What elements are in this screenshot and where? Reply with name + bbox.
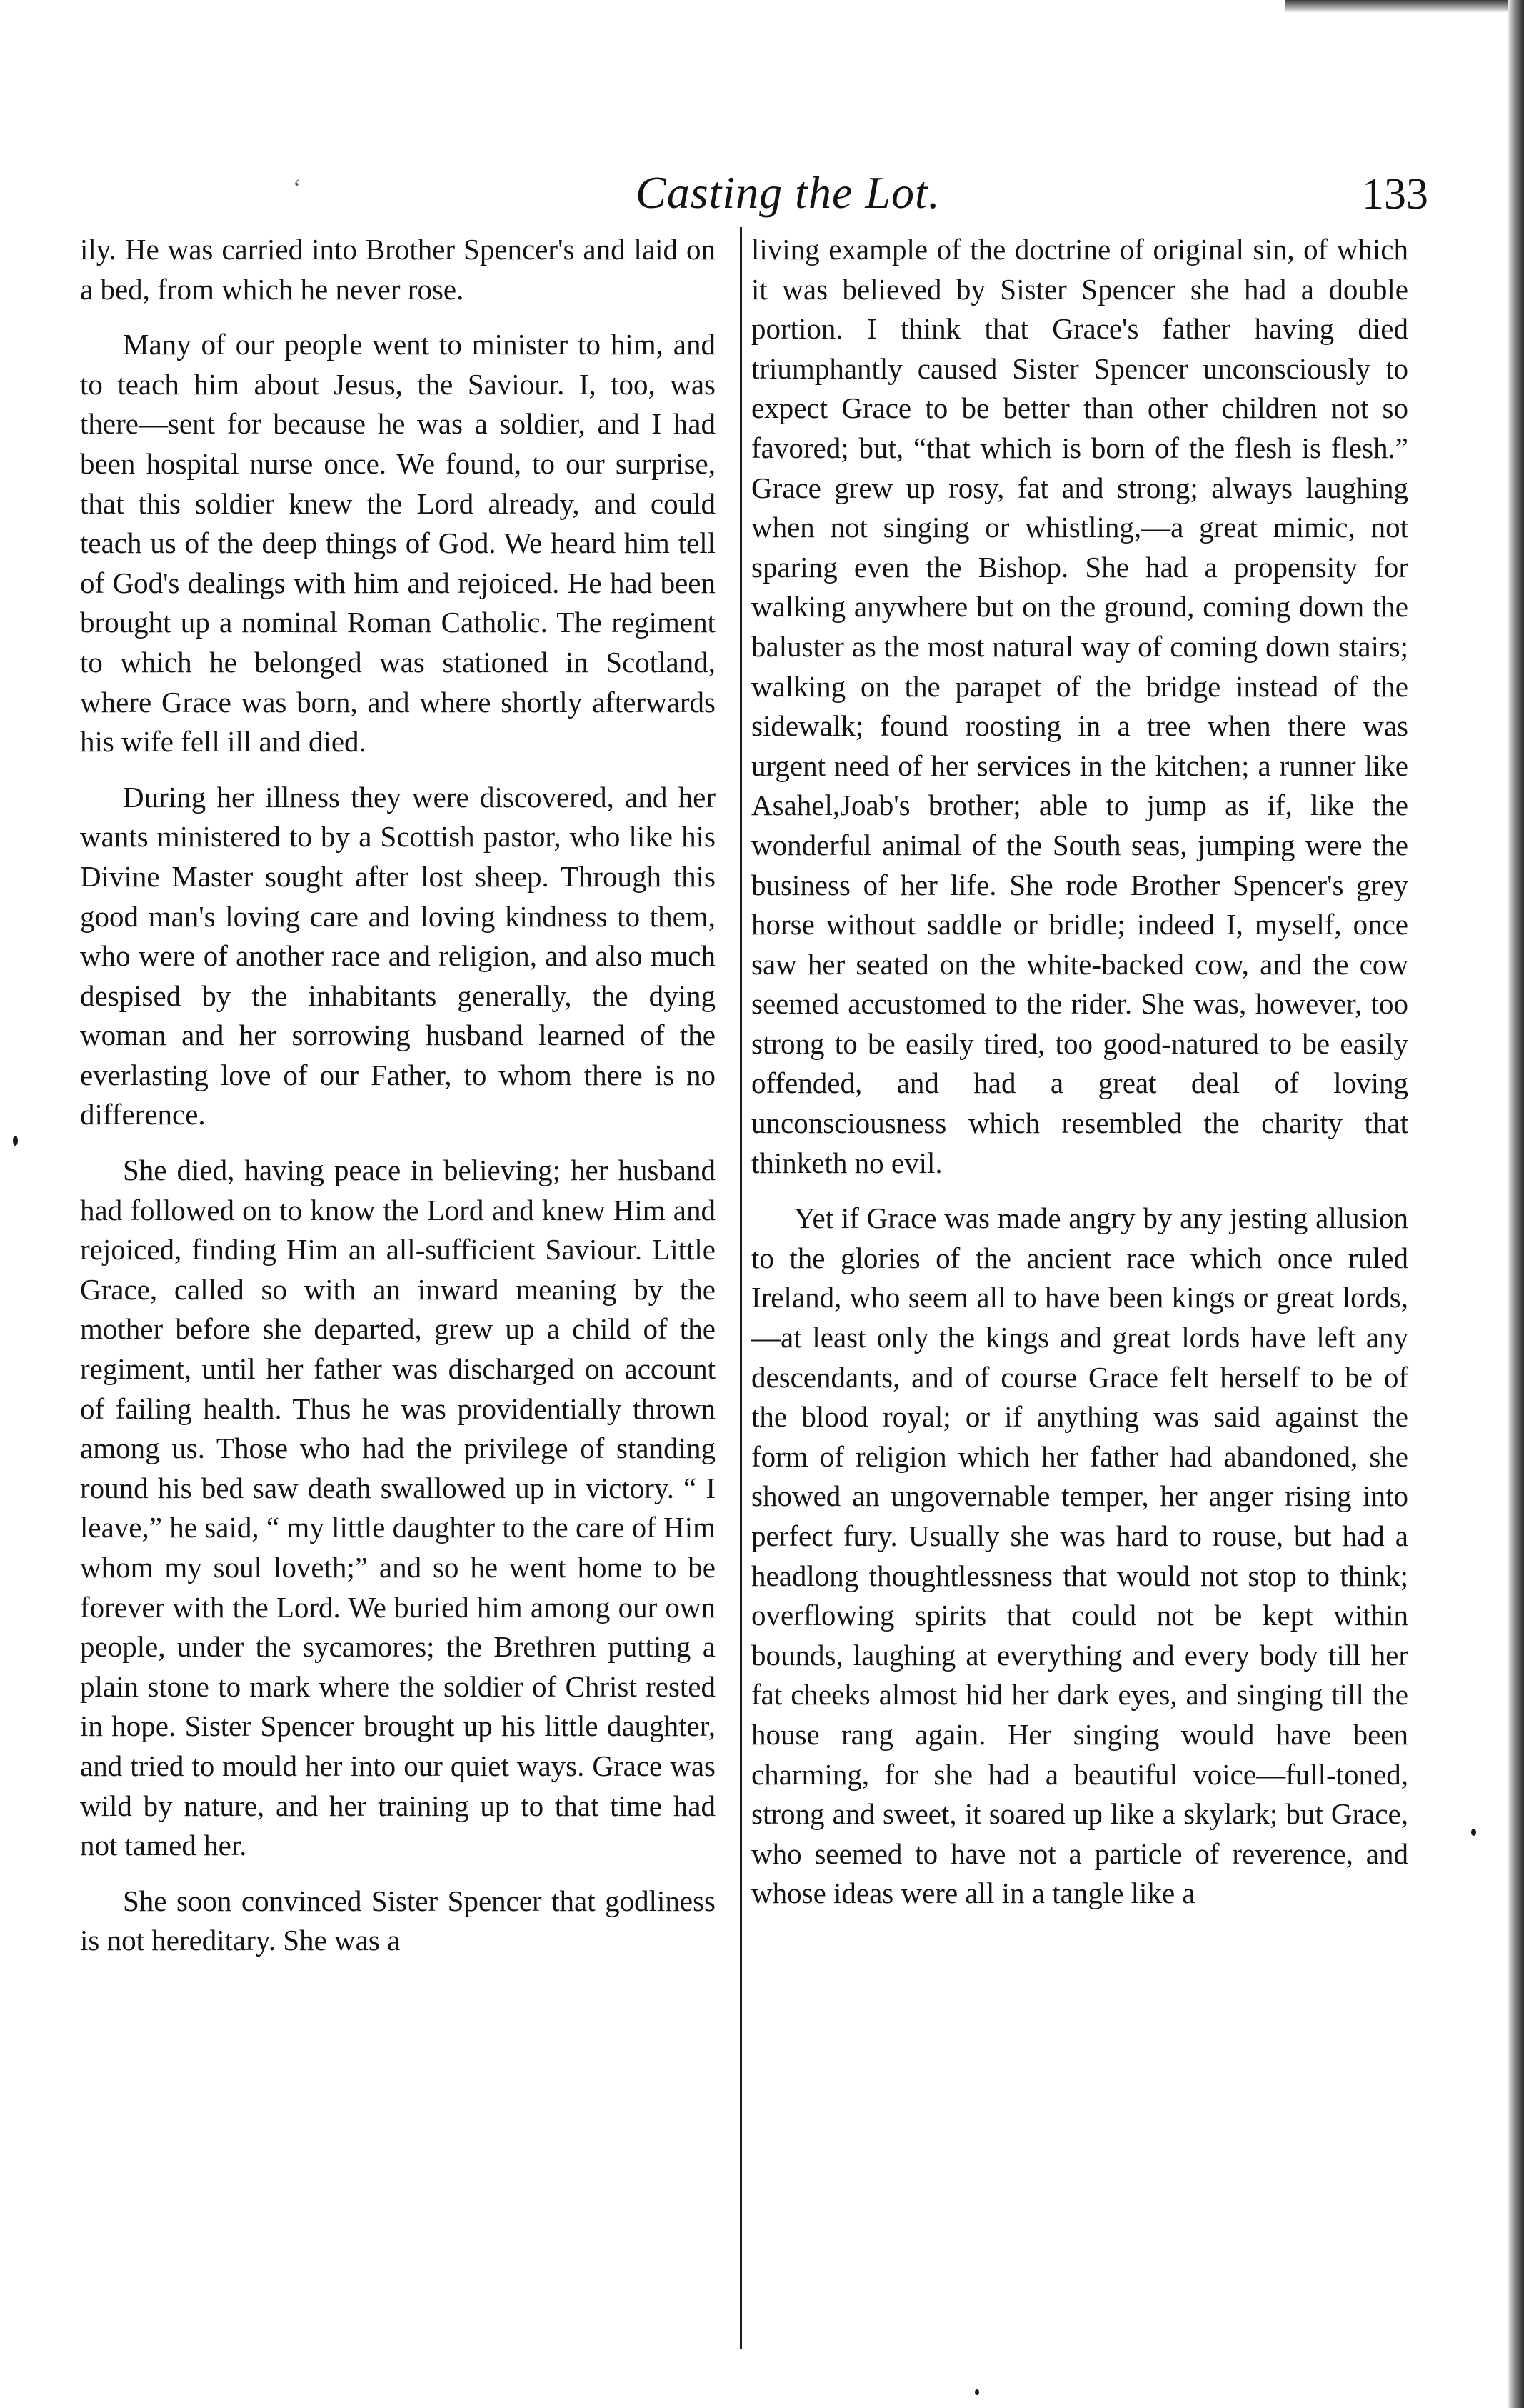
paragraph: ily. He was carried into Brother Spencer's and laid on a bed, from which he never rose. — [80, 233, 716, 306]
paragraph: Many of our people went to minister to him, and to teach him about Jesus, the Saviour. I, too, was there—sent for because he was a soldier, and I had been hospital nurse once. We found, to our surprise, that this soldier knew the Lord already, and could teach us of the deep things of God. We heard him tell of God's dealings with him and rejoiced. He had been brought up a nominal Roman Catholic. The regiment to which he belonged was stationed in Scotland, where Grace was born, and where shortly afterwards his wife fell ill and died. — [80, 328, 716, 759]
column-divider — [740, 227, 742, 2349]
page-right-edge-shadow — [1508, 0, 1524, 2408]
page-top-edge-shadow — [1285, 0, 1524, 13]
page-header — [79, 154, 1435, 225]
paragraph: She soon convinced Sister Spencer that godliness is not hereditary. She was a — [80, 1884, 716, 1957]
header-mark: ‘ — [293, 175, 301, 201]
ink-speck — [975, 2389, 979, 2395]
left-column — [80, 230, 716, 1961]
ink-speck — [13, 1136, 18, 1146]
right-column — [751, 230, 1408, 1914]
paragraph: She died, having peace in believing; her husband had followed on to know the Lord and knew Him and rejoiced, finding Him an all-sufficient Saviour. Little Grace, called so with an inward meaning by the mother before she departed, grew up a child of the regiment, until her father was discharged on account of failing health. Thus he was providentially thrown among us. Those who had the privilege of standing round his bed saw death swallowed up in victory. “ I leave,” he said, “ my little daughter to the care of Him whom my soul loveth;” and so he went home to be forever with the Lord. We buried him among our own people, under the sycamores; the Brethren putting a plain stone to mark where the soldier of Christ rested in hope. Sister Spencer brought up his little daughter, and tried to mould her into our quiet ways. Grace was wild by nature, and her training up to that time had not tamed her. — [80, 1154, 716, 1862]
running-title: Casting the Lot. — [636, 167, 941, 218]
ink-speck — [1471, 1829, 1476, 1836]
paragraph: Yet if Grace was made angry by any jesting allusion to the glories of the ancient race which once ruled Ireland, who seem all to have been kings or great lords,—at least only the kings and great lords have left any descendants, and of course Grace felt herself to be of the blood royal; or if anything was said against the form of religion which her father had abandoned, she showed an ungovernable temper, her anger rising into perfect fury. Usually she was hard to rouse, but had a headlong thoughtlessness that would not stop to think; overflowing spirits that could not be kept within bounds, laughing at everything and every body till her fat cheeks almost hid her dark eyes, and singing till the house rang again. Her singing would have been charming, for she had a beautiful voice—full-toned, strong and sweet, it soared up like a skylark; but Grace, who seemed to have not a particle of reverence, and whose ideas were all in a tangle like a — [751, 1201, 1408, 1910]
page-number: 133 — [1362, 170, 1428, 219]
paragraph: living example of the doctrine of original sin, of which it was believed by Sister Spencer she had a double portion. I think that Grace's father having died triumphantly caused Sister Spencer unconsciously to expect Grace to be better than other children not so favored; but, “that which is born of the flesh is flesh.” Grace grew up rosy, fat and strong; always laughing when not singing or whistling,—a great mimic, not sparing even the Bishop. She had a propensity for walking anywhere but on the ground, coming down the baluster as the most natural way of coming down stairs; walking on the parapet of the bridge instead of the sidewalk; found roosting in a tree when there was urgent need of her services in the kitchen; a runner like Asahel,Joab's brother; able to jump as if, like the wonderful animal of the South seas, jumping were the business of her life. She rode Brother Spencer's grey horse without saddle or bridle; indeed I, myself, once saw her seated on the white-backed cow, and the cow seemed accustomed to the rider. She was, however, too strong to be easily tired, too good-natured to be easily offended, and had a great deal of loving unconsciousness which resembled the charity that thinketh no evil. — [751, 233, 1408, 1179]
paragraph: During her illness they were discovered, and her wants ministered to by a Scottish pastor, who like his Divine Master sought after lost sheep. Through this good man's loving care and loving kindness to them, who were of another race and religion, and also much despised by the inhabitants generally, the dying woman and her sorrowing husband learned of the everlasting love of our Father, to whom there is no difference. — [80, 780, 716, 1131]
